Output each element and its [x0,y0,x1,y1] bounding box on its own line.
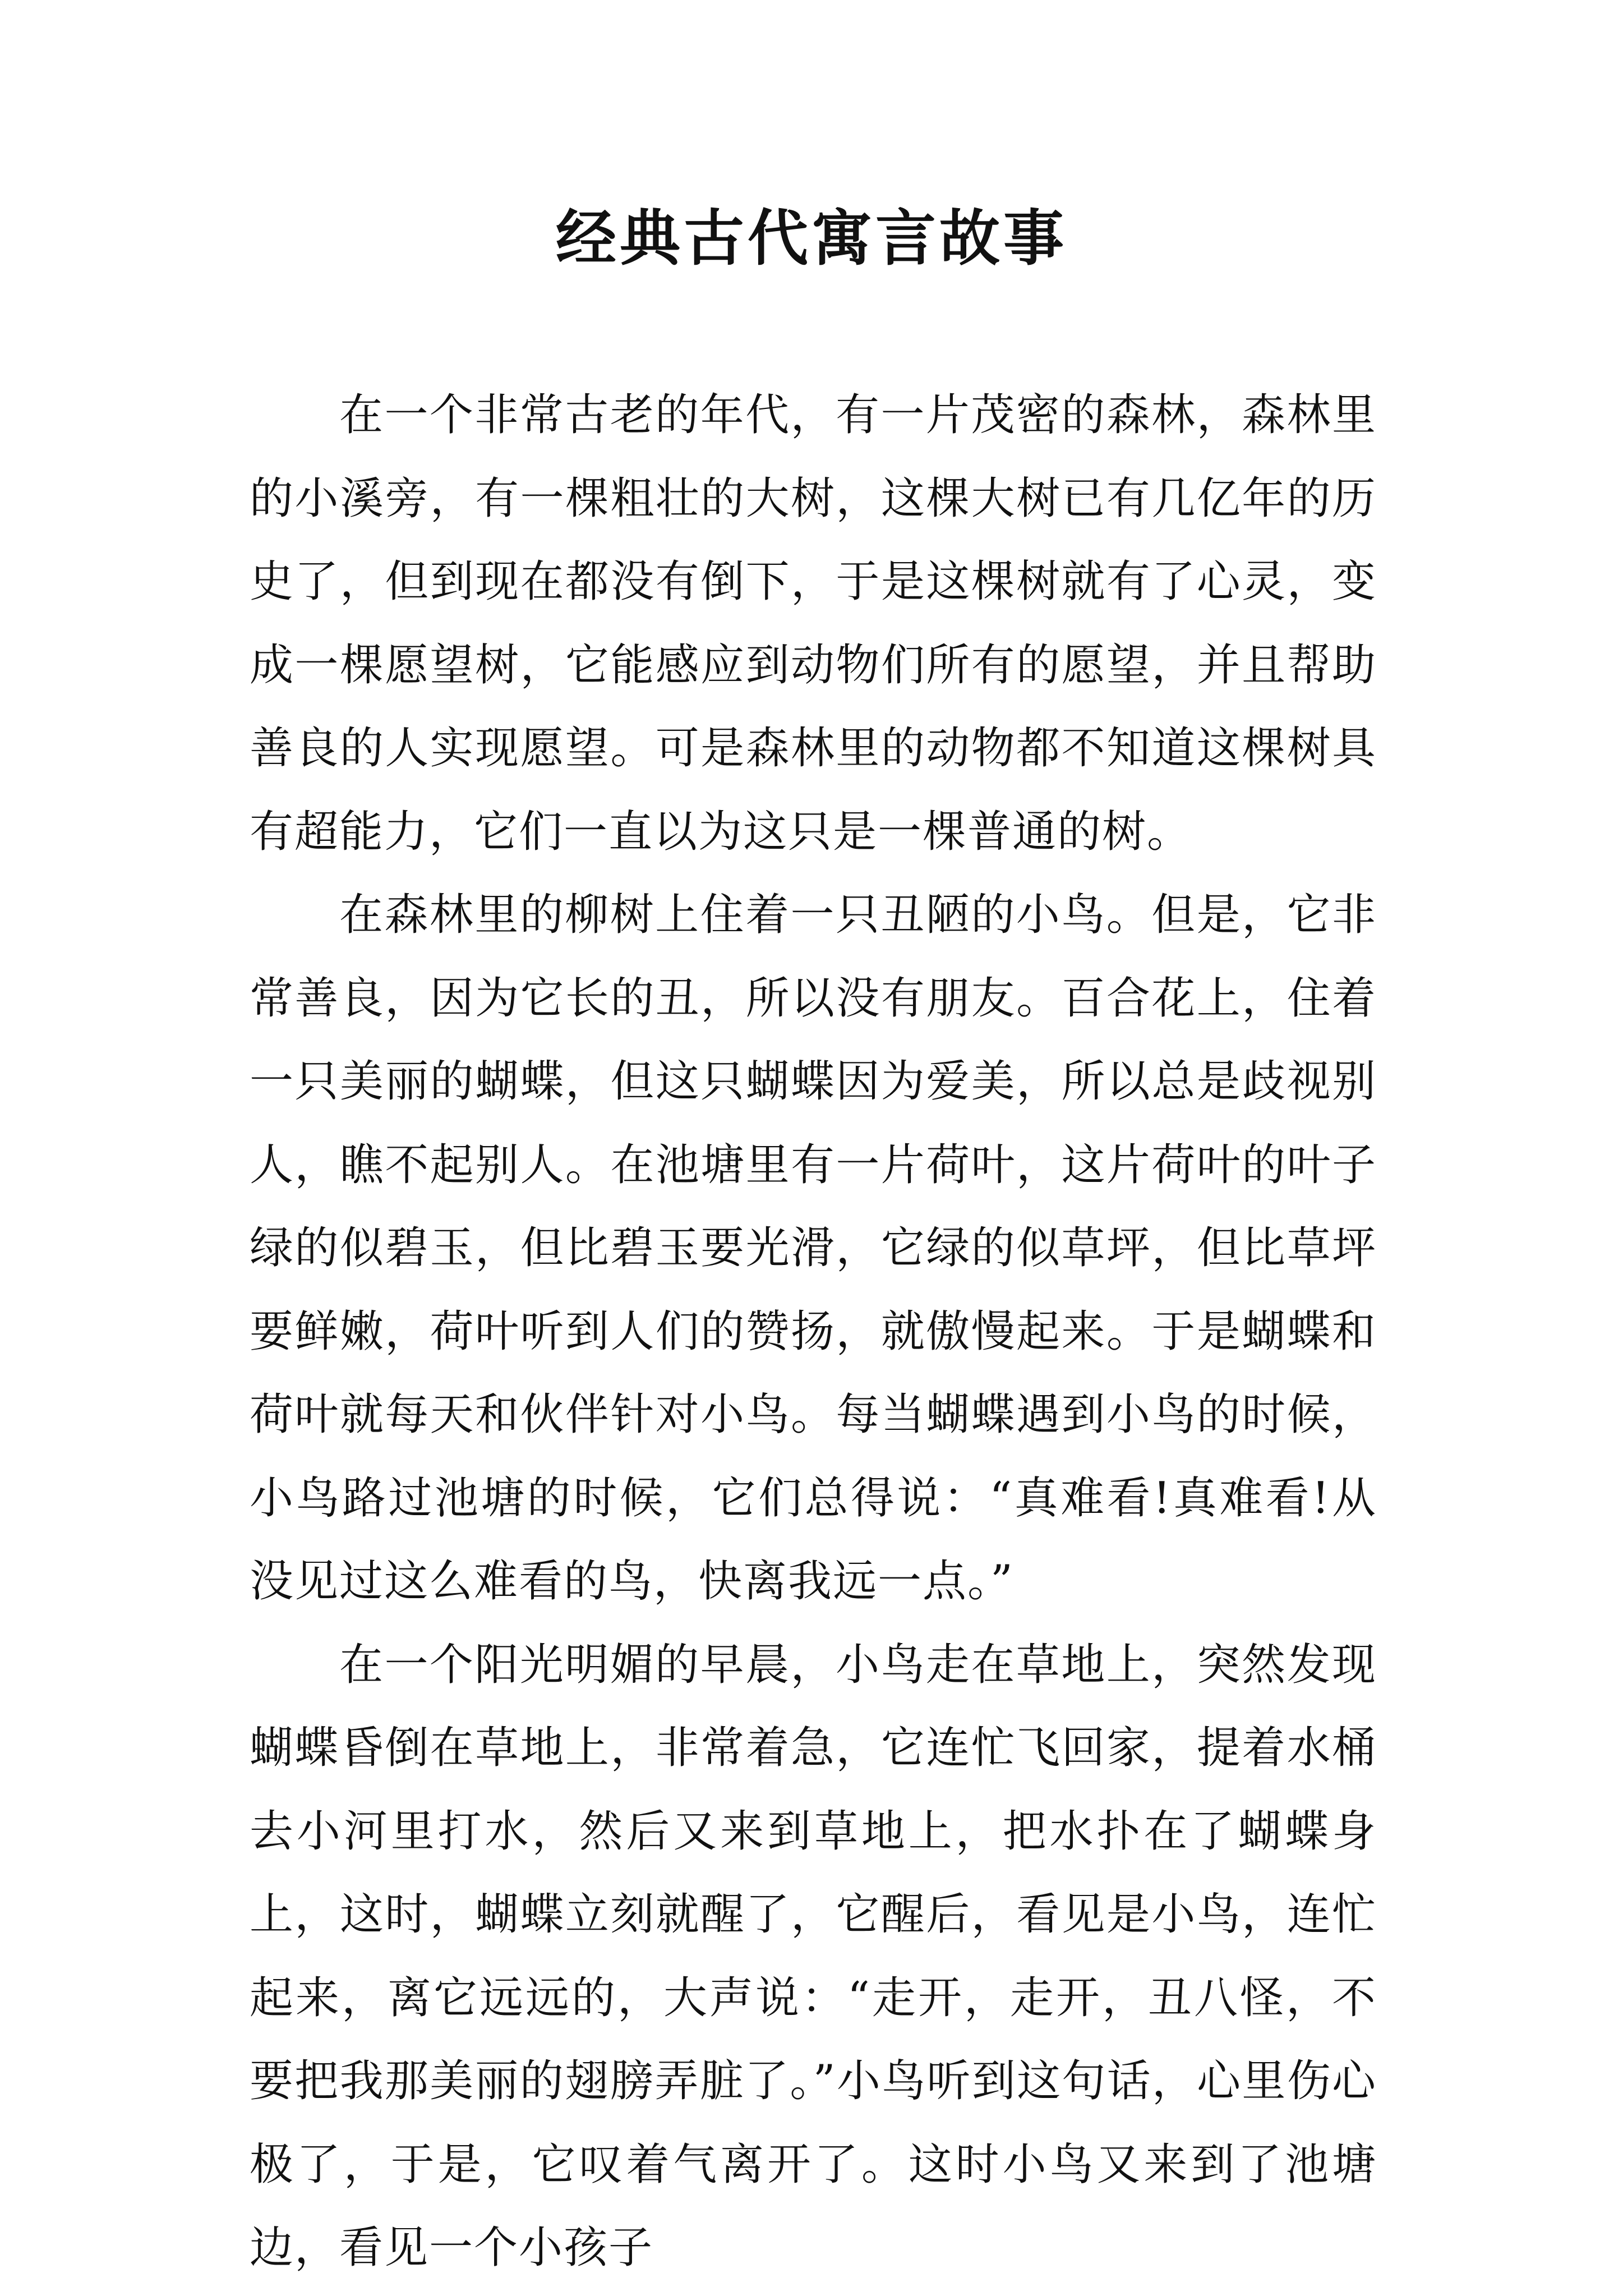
paragraph-3: 在一个阳光明媚的早晨，小鸟走在草地上，突然发现蝴蝶昏倒在草地上，非常着急，它连忙飞回家，提着水桶去小河里打水，然后又来到草地上，把水扑在了蝴蝶身上，这时，蝴蝶立刻就醒了，它醒后，看见是小鸟，连忙起来，离它远远的，大声说：“走开，走开，丑八怪，不要把我那美丽的翅膀弄脏了。”小鸟听到这句话，心里伤心极了，于是，它叹着气离开了。这时小鸟又来到了池塘边，看见一个小孩子 [250,1639,1377,2273]
document-body [250,374,1377,2290]
document-title: 经典古代寓言故事 [555,203,1067,274]
paragraph-2: 在森林里的柳树上住着一只丑陋的小鸟。但是，它非常善良，因为它长的丑，所以没有朋友。百合花上，住着一只美丽的蝴蝶，但这只蝴蝶因为爱美，所以总是歧视别人，瞧不起别人。在池塘里有一片荷叶，这片荷叶的叶子绿的似碧玉，但比碧玉要光滑，它绿的似草坪，但比草坪要鲜嫩，荷叶听到人们的赞扬，就傲慢起来。于是蝴蝶和荷叶就每天和伙伴针对小鸟。每当蝴蝶遇到小鸟的时候，小鸟路过池塘的时候，它们总得说：“真难看!真难看!从没见过这么难看的鸟，快离我远一点。” [250,890,1377,1607]
paragraph-1: 在一个非常古老的年代，有一片茂密的森林，森林里的小溪旁，有一棵粗壮的大树，这棵大树已有几亿年的历史了，但到现在都没有倒下，于是这棵树就有了心灵，变成一棵愿望树，它能感应到动物们所有的愿望，并且帮助善良的人实现愿望。可是森林里的动物都不知道这棵树具有超能力，它们一直以为这只是一棵普通的树。 [250,390,1377,857]
